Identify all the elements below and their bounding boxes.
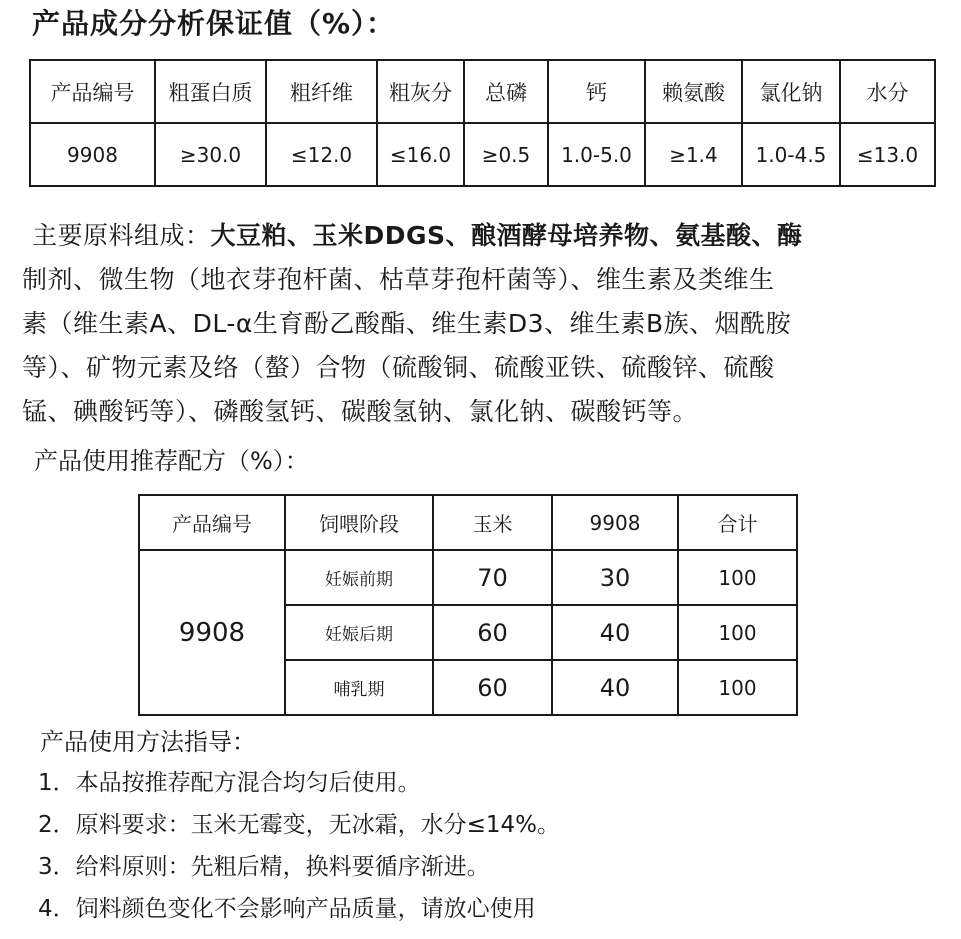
product-pct-cell: 30	[552, 550, 678, 605]
value-cell: 9908	[30, 123, 155, 186]
formula-header-row	[139, 495, 797, 550]
page-title: 产品成分分析保证值（%）：	[32, 7, 396, 40]
value-cell: 1.0-4.5	[742, 123, 840, 186]
usage-title: 产品使用方法指导：	[40, 728, 256, 756]
header-cell: 9908	[552, 495, 678, 550]
list-item: 2．原料要求：玉米无霉变，无冰霜，水分≤14%。	[38, 812, 561, 838]
total-cell: 100	[678, 605, 797, 660]
header-cell: 钙	[548, 60, 645, 123]
table-row	[139, 550, 797, 605]
header-cell: 产品编号	[139, 495, 285, 550]
header-cell: 玉米	[433, 495, 552, 550]
stage-cell: 妊娠前期	[285, 550, 433, 605]
header-cell: 粗灰分	[377, 60, 464, 123]
list-item: 1．本品按推荐配方混合均匀后使用。	[38, 770, 421, 796]
value-cell: 1.0-5.0	[548, 123, 645, 186]
list-item: 4．饲料颜色变化不会影响产品质量，请放心使用	[38, 896, 536, 922]
stage-cell: 哺乳期	[285, 660, 433, 715]
ingredients-label: 主要原料组成：	[32, 221, 211, 250]
ingredients-line: 制剂、微生物（地衣芽孢杆菌、枯草芽孢杆菌等）、维生素及类维生	[22, 265, 775, 294]
ingredients-paragraph	[22, 214, 942, 434]
value-cell: ≤13.0	[840, 123, 935, 186]
product-code-cell: 9908	[139, 550, 285, 715]
total-cell: 100	[678, 550, 797, 605]
header-cell: 赖氨酸	[645, 60, 742, 123]
ingredients-line: 锰、碘酸钙等）、磷酸氢钙、碳酸氢钠、氯化钠、碳酸钙等。	[22, 397, 699, 426]
header-cell: 粗纤维	[266, 60, 377, 123]
corn-cell: 60	[433, 660, 552, 715]
header-cell: 产品编号	[30, 60, 155, 123]
header-cell: 饲喂阶段	[285, 495, 433, 550]
product-pct-cell: 40	[552, 605, 678, 660]
formula-title: 产品使用推荐配方（%）：	[34, 447, 309, 475]
header-cell: 粗蛋白质	[155, 60, 266, 123]
corn-cell: 70	[433, 550, 552, 605]
value-cell: ≤16.0	[377, 123, 464, 186]
formula-table	[138, 494, 798, 716]
value-cell: ≤12.0	[266, 123, 377, 186]
value-cell: ≥1.4	[645, 123, 742, 186]
ingredients-line	[22, 214, 942, 258]
ingredients-line: 等）、矿物元素及络（螯）合物（硫酸铜、硫酸亚铁、硫酸锌、硫酸	[22, 353, 775, 382]
header-cell: 合计	[678, 495, 797, 550]
usage-list	[38, 762, 560, 930]
guarantee-header-row	[30, 60, 935, 123]
value-cell: ≥30.0	[155, 123, 266, 186]
guarantee-value-row	[30, 123, 935, 186]
ingredients-line: 素（维生素A、DL-α生育酚乙酸酯、维生素D3、维生素B族、烟酰胺	[22, 309, 792, 338]
header-cell: 总磷	[464, 60, 548, 123]
ingredients-highlight: 大豆粕、玉米DDGS、酿酒酵母培养物、氨基酸、酶	[210, 221, 803, 250]
corn-cell: 60	[433, 605, 552, 660]
header-cell: 水分	[840, 60, 935, 123]
guarantee-table	[29, 59, 936, 187]
product-pct-cell: 40	[552, 660, 678, 715]
total-cell: 100	[678, 660, 797, 715]
value-cell: ≥0.5	[464, 123, 548, 186]
stage-cell: 妊娠后期	[285, 605, 433, 660]
list-item: 3．给料原则：先粗后精，换料要循序渐进。	[38, 854, 490, 880]
header-cell: 氯化钠	[742, 60, 840, 123]
